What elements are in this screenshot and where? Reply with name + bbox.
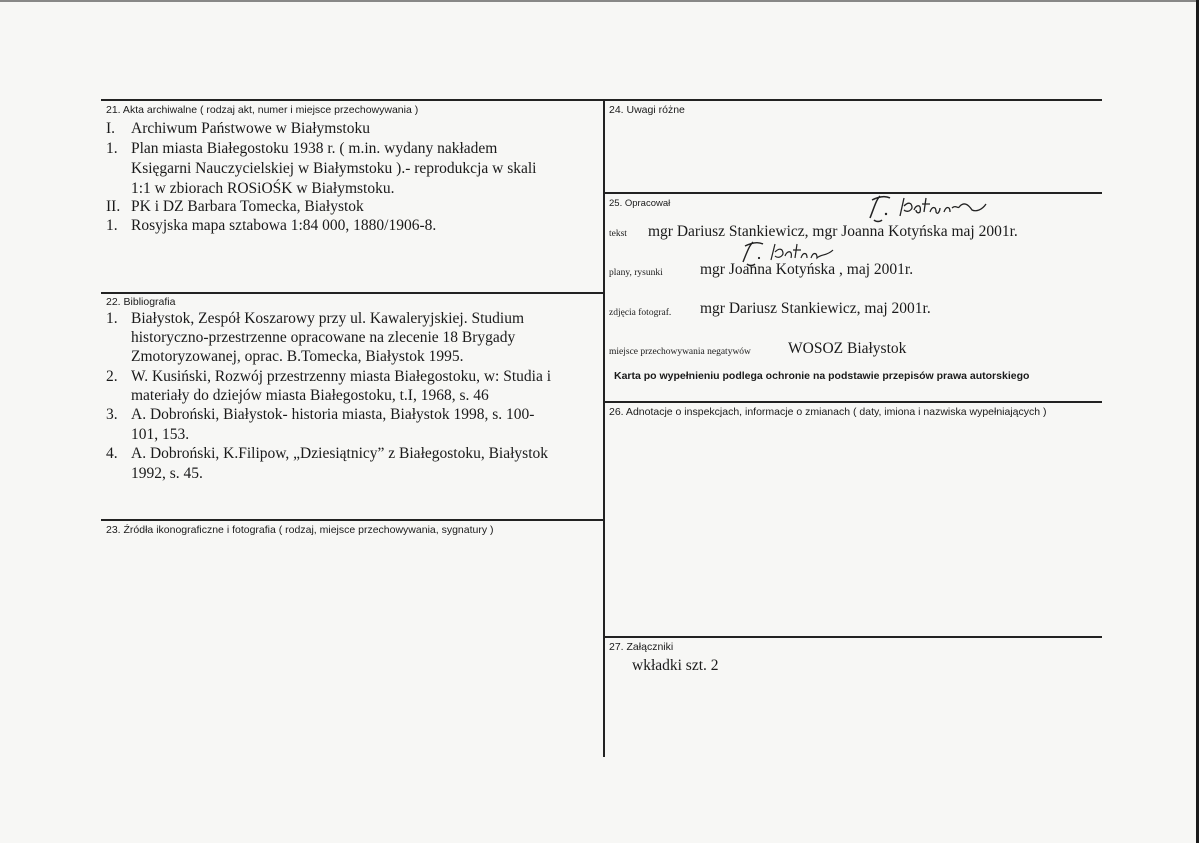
miejsce-label: miejsce przechowywania negatywów xyxy=(609,347,751,357)
tekst-label: tekst xyxy=(609,229,627,239)
miejsce-value: WOSOZ Białystok xyxy=(788,340,907,357)
archive-line-6: 1. Rosyjska mapa sztabowa 1:84 000, 1880/1906-8. xyxy=(106,217,437,234)
scan-edge-top xyxy=(0,0,1199,2)
bibliography-item-4-cont: 1992, s. 45. xyxy=(131,465,203,482)
bibliography-item-3-cont: 101, 153. xyxy=(131,426,190,443)
bibliography-item-3: 3. A. Dobroński, Białystok- historia miasta, Białystok 1998, s. 100- xyxy=(106,406,535,423)
bibliography-item-2: 2. W. Kusiński, Rozwój przestrzenny miasta Białegostoku, w: Studia i xyxy=(106,368,552,385)
divider-25-26 xyxy=(603,401,1102,403)
section-27-label: 27. Załączniki xyxy=(609,641,674,653)
bibliography-item-1-cont-a: historyczno-przestrzenne opracowane na zlecenie 18 Brygady xyxy=(131,329,516,346)
attachments-value: wkładki szt. 2 xyxy=(632,657,719,674)
bibliography-item-1-cont-b: Zmotoryzowanej, oprac. B.Tomecka, Białystok 1995. xyxy=(131,348,464,365)
divider-26-27 xyxy=(603,636,1102,638)
section-21-label: 21. Akta archiwalne ( rodzaj akt, numer i miejsce przechowywania ) xyxy=(106,104,419,116)
divider-22-23 xyxy=(101,519,603,521)
zdjecia-label: zdjęcia fotograf. xyxy=(609,308,672,318)
section-26-label: 26. Adnotacje o inspekcjach, informacje o zmianach ( daty, imiona i nazwiska wypełniających ) xyxy=(609,406,1047,418)
copyright-notice: Karta po wypełnieniu podlega ochronie na podstawie przepisów prawa autorskiego xyxy=(614,370,1030,382)
plany-value: mgr Joanna Kotyńska , maj 2001r. xyxy=(700,261,914,278)
archive-line-5: II. PK i DZ Barbara Tomecka, Białystok xyxy=(106,198,364,215)
divider-top xyxy=(101,99,1102,101)
bibliography-item-2-cont: materiały do dziejów miasta Białegostoku, t.I, 1968, s. 46 xyxy=(131,387,489,404)
archive-line-2: 1. Plan miasta Białegostoku 1938 r. ( m.in. wydany nakładem xyxy=(106,140,498,157)
section-23-label: 23. Źródła ikonograficzne i fotografia ( rodzaj, miejsce przechowywania, sygnatury ) xyxy=(106,524,494,536)
divider-24-25 xyxy=(603,192,1102,194)
archive-line-1: I. Archiwum Państwowe w Białymstoku xyxy=(106,120,370,137)
plany-label: plany, rysunki xyxy=(609,268,663,278)
signature-1-icon xyxy=(860,190,990,226)
divider-21-22 xyxy=(101,292,603,294)
bibliography-item-1: 1. Białystok, Zespół Koszarowy przy ul. Kawaleryjskiej. Studium xyxy=(106,310,525,327)
section-22-label: 22. Bibliografia xyxy=(106,296,176,308)
section-25-label: 25. Opracował xyxy=(609,198,671,209)
tekst-value: mgr Dariusz Stankiewicz, mgr Joanna Kotyńska maj 2001r. xyxy=(648,223,1018,240)
divider-vertical xyxy=(603,99,605,757)
archive-line-4: 1:1 w zbiorach ROSiOŚK w Białymstoku. xyxy=(131,180,395,197)
zdjecia-value: mgr Dariusz Stankiewicz, maj 2001r. xyxy=(700,300,931,317)
archive-line-3: Księgarni Nauczycielskiej w Białymstoku ).- reprodukcja w skali xyxy=(131,160,537,177)
section-24-label: 24. Uwagi różne xyxy=(609,104,685,116)
bibliography-item-4: 4. A. Dobroński, K.Filipow, „Dziesiątnicy” z Białegostoku, Białystok xyxy=(106,445,549,462)
